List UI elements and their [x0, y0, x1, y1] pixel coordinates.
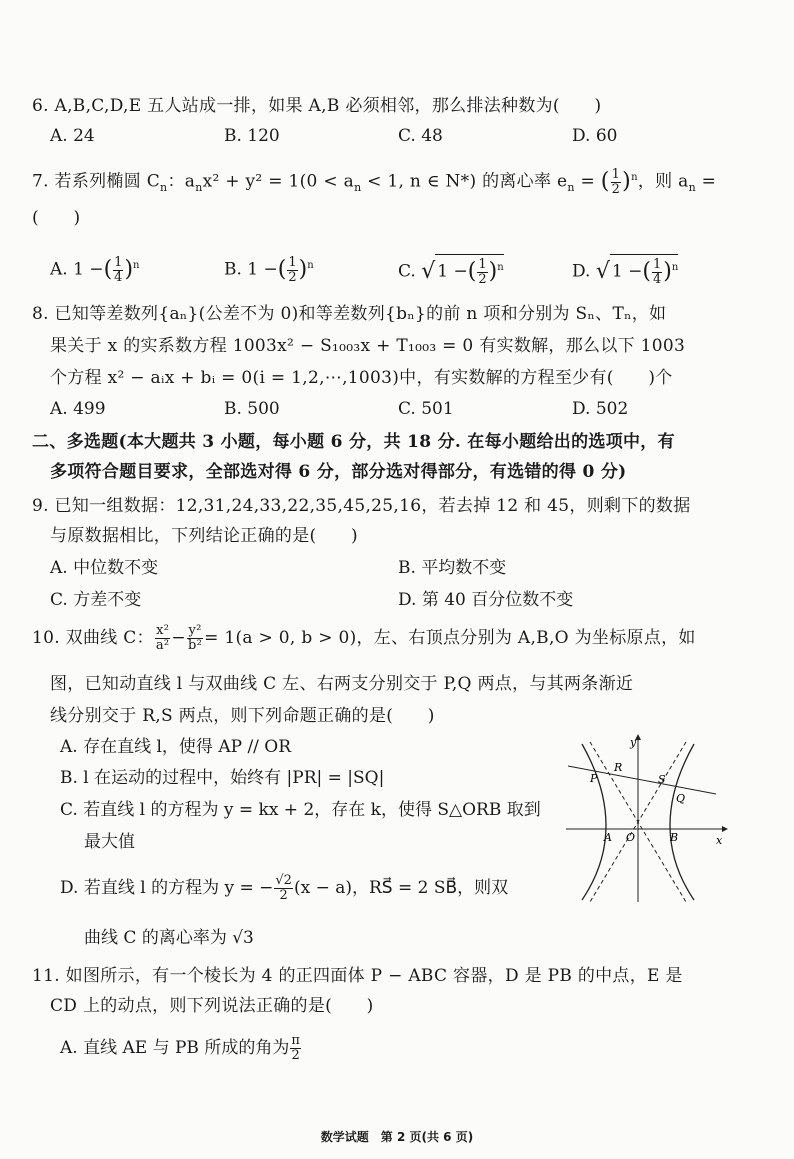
- q9-option-d: D. 第 40 百分位数不变: [398, 590, 574, 610]
- q8-line2: 果关于 x 的实系数方程 1003x² − S₁₀₀₃x + T₁₀₀₃ = 0 有实数解，那么以下 1003: [50, 336, 686, 356]
- q9-option-a: A. 中位数不变: [50, 558, 159, 578]
- q11-line2: CD 上的动点，则下列说法正确的是( ): [50, 996, 374, 1016]
- q6-option-c: C. 48: [398, 126, 443, 146]
- q8-line1: 8. 已知等差数列{aₙ}(公差不为 0)和等差数列{bₙ}的前 n 项和分别为 Sₙ、Tₙ，如: [32, 304, 667, 324]
- q9-option-b: B. 平均数不变: [398, 558, 507, 578]
- q8-option-d: D. 502: [572, 399, 629, 419]
- q7-option-b: B. 1 −( $\frac{1}{2}$ )$^n$: [224, 254, 314, 285]
- q10-option-b: B. l 在运动的过程中，始终有 |PR| = |SQ|: [60, 768, 385, 788]
- label-p: P: [590, 772, 598, 785]
- label-a: A: [604, 831, 612, 844]
- q8-option-c: C. 501: [398, 399, 454, 419]
- q10-option-c-line1: C. 若直线 l 的方程为 y = kx + 2，存在 k，使得 S△ORB 取到: [60, 800, 541, 820]
- label-r: R: [614, 761, 623, 774]
- label-o: O: [626, 831, 636, 844]
- q9-line1: 9. 已知一组数据：12,31,24,33,22,35,45,25,16，若去掉 12 和 45，则剩下的数据: [32, 496, 691, 516]
- q10-stem: 10. 双曲线 C： $\frac{\text{x²}}{\text{a²}}$ − $\frac{\text{y²}}{\text{b²}}$ = 1(a > 0, b > 0)，左、右顶点分别为 A,B,O 为坐标原点，如: [32, 623, 696, 653]
- label-y: y: [630, 736, 637, 749]
- hyperbola-figure: [560, 734, 730, 904]
- q7-stem: 7. 若系列椭圆 $C_n$：$a_nx^2 + y^2 = 1(0 < a_n < 1$, n ∈ N*) 的离心率 $e_n$ = ( $\frac{1}{2}$ )$^n$，则 $a_n$ =: [32, 166, 717, 197]
- section2-heading-line2: 多项符合题目要求，全部选对得 6 分，部分选对得部分，有选错的得 0 分): [50, 462, 627, 482]
- q7-option-d: D. √ 1 −( $\frac{1}{4}$ )$^n$: [572, 254, 678, 287]
- q6-option-b: B. 120: [224, 126, 280, 146]
- q7-option-a: A. 1 −( $\frac{1}{4}$ )$^n$: [50, 254, 140, 285]
- x-axis-arrow: [722, 826, 728, 832]
- q9-line2: 与原数据相比，下列结论正确的是( ): [50, 526, 358, 546]
- q10-option-d-line1: D. 若直线 l 的方程为 y = − $\frac{√2}{2}$ (x − a)，RS⃗ = 2 SB⃗，则双: [60, 873, 509, 903]
- q8-line3: 个方程 x² − aᵢx + bᵢ = 0(i = 1,2,⋯,1003)中，有实数解的方程至少有( )个: [50, 368, 673, 388]
- q10-option-a: A. 存在直线 l，使得 AP // OR: [60, 737, 292, 757]
- q6-stem: 6. A,B,C,D,E 五人站成一排，如果 A,B 必须相邻，那么排法种数为( ): [32, 96, 602, 116]
- q10-line3: 线分别交于 R,S 两点，则下列命题正确的是( ): [50, 706, 435, 726]
- q11-line1: 11. 如图所示，有一个棱长为 4 的正四面体 P − ABC 容器，D 是 PB 的中点，E 是: [32, 966, 683, 986]
- page-footer: 数学试题 第 2 页(共 6 页): [320, 1130, 474, 1144]
- hyperbola-left-branch: [582, 744, 606, 900]
- q7-answer-paren: ( ): [32, 208, 81, 228]
- q7-option-c: C. √ 1 −( $\frac{1}{2}$ )$^n$: [398, 254, 504, 287]
- hyperbola-right-branch: [670, 744, 694, 900]
- q10-option-d-line2: 曲线 C 的离心率为 √3: [84, 928, 254, 948]
- q6-option-d: D. 60: [572, 126, 618, 146]
- q10-line2: 图，已知动直线 l 与双曲线 C 左、右两支分别交于 P,Q 两点，与其两条渐近: [50, 674, 634, 694]
- label-b: B: [670, 831, 679, 844]
- q10-option-c-line2: 最大值: [84, 832, 135, 852]
- q11-option-a: A. 直线 AE 与 PB 所成的角为 $\frac{\pi}{2}$: [60, 1033, 300, 1063]
- q8-option-b: B. 500: [224, 399, 280, 419]
- label-s: S: [658, 773, 666, 786]
- label-x: x: [716, 834, 723, 847]
- q9-option-c: C. 方差不变: [50, 590, 142, 610]
- q8-option-a: A. 499: [50, 399, 106, 419]
- q6-option-a: A. 24: [50, 126, 95, 146]
- label-q: Q: [676, 792, 686, 805]
- section2-heading-line1: 二、多选题(本大题共 3 小题，每小题 6 分，共 18 分. 在每小题给出的选项中，有: [32, 432, 675, 452]
